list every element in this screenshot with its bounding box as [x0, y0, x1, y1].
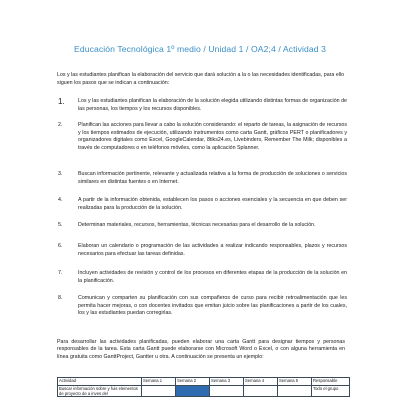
- step-number: 7.: [58, 270, 63, 276]
- step-text: Buscan información pertinente, relevante y actualizada relativa a la forma de producción de soluciones o servicios similares en distintas fuentes o en Internet.: [78, 171, 347, 185]
- gantt-table: [57, 377, 350, 397]
- step-text: Planifican las acciones para llevar a cabo la solución considerando: el reparto de tareas, la asignación de recursos y los tiempos estimados de ejecución, utilizando instrumentos como carta Gantt, gráficos PERT o planificadores y organizadores digitales como Excel, GoogleCalendar, 8tiks24.es, Livebinders, Remember The Milk; disponibles a través de computadores o en teléfonos móviles, como la aplicación Splanner.: [78, 122, 347, 152]
- step-text: Los y las estudiantes planifican la elaboración de la solución elegida utilizando distintas formas de organización de las personas, los tiempos y los recursos disponibles.: [78, 98, 347, 112]
- gantt-header-cell: Semana 5: [278, 378, 312, 386]
- gantt-week-cell: [278, 386, 312, 397]
- step-text: A partir de la información obtenida, establecen los pasos o acciones esenciales y la secuencia en que deben ser realizadas para la producción de la solución.: [78, 197, 347, 211]
- gantt-row: [58, 386, 350, 397]
- gantt-activity-cell: Buscar información sobre y fuis elementos de proyecto de a inves del: [58, 386, 142, 397]
- gantt-week-cell: [142, 386, 176, 397]
- step-number: 5.: [58, 222, 63, 228]
- gantt-header-cell: Semana 4: [244, 378, 278, 386]
- gantt-header-cell: Actividad: [58, 378, 142, 386]
- step-text: Elaboran un calendario o programación de las actividades a realizar indicando responsables, plazos y recursos necesarios para efectuar las tareas definidas.: [78, 243, 347, 257]
- step-number: 2.: [58, 122, 63, 128]
- step-text: Comunican y comparten su planificación con sus compañeros de curso para recibir retroalimentación que les permita hacer mejoras, o con docentes invitados que emitan juicio sobre las planificaciones a partir de los cuales, los y las estudiantes puedan corregirlas.: [78, 295, 347, 317]
- gantt-header-cell: Semana 3: [210, 378, 244, 386]
- gantt-header-cell: Semana 2: [176, 378, 210, 386]
- page-title: Educación Tecnológica 1º medio / Unidad 1 / OA2;4 / Actividad 3: [74, 44, 326, 54]
- step-number: 6.: [58, 243, 63, 249]
- gantt-week-cell: [176, 386, 210, 397]
- step-number: 3.: [58, 171, 63, 177]
- intro-paragraph: Los y las estudiantes planifican la elaboración del servicio que dará solución a la o las necesidades identificadas, para ello siguen los pasos que se indican a continuación:: [57, 72, 345, 86]
- gantt-header-row: [58, 378, 350, 386]
- gantt-week-cell: [244, 386, 278, 397]
- step-text: Incluyen actividades de revisión y control de los procesos en diferentes etapas de la producción de la solución en la planificación.: [78, 270, 347, 284]
- step-number: 4.: [58, 197, 63, 203]
- gantt-header-cell: Semana 1: [142, 378, 176, 386]
- outro-paragraph: Para desarrollar las actividades planificadas, pueden elaborar una carta Gantt para designar tiempos y personas responsables de la tarea. Esta carta Gantt puede elaborarse con Microsoft Word o Excel, o con alguna herramienta en línea gratuita como GanttProject, Gantter u otra. A continuación se presenta un ejemplo:: [57, 339, 345, 360]
- step-number: 1.: [58, 97, 65, 106]
- gantt-week-cell: [210, 386, 244, 397]
- step-number: 8.: [58, 295, 63, 301]
- gantt-header-cell: Responsable: [312, 378, 350, 386]
- step-text: Determinan materiales, recursos, herramientas, técnicas necesarias para el desarrollo de la solución.: [78, 222, 316, 228]
- gantt-responsible-cell: Todo el grupo: [312, 386, 350, 397]
